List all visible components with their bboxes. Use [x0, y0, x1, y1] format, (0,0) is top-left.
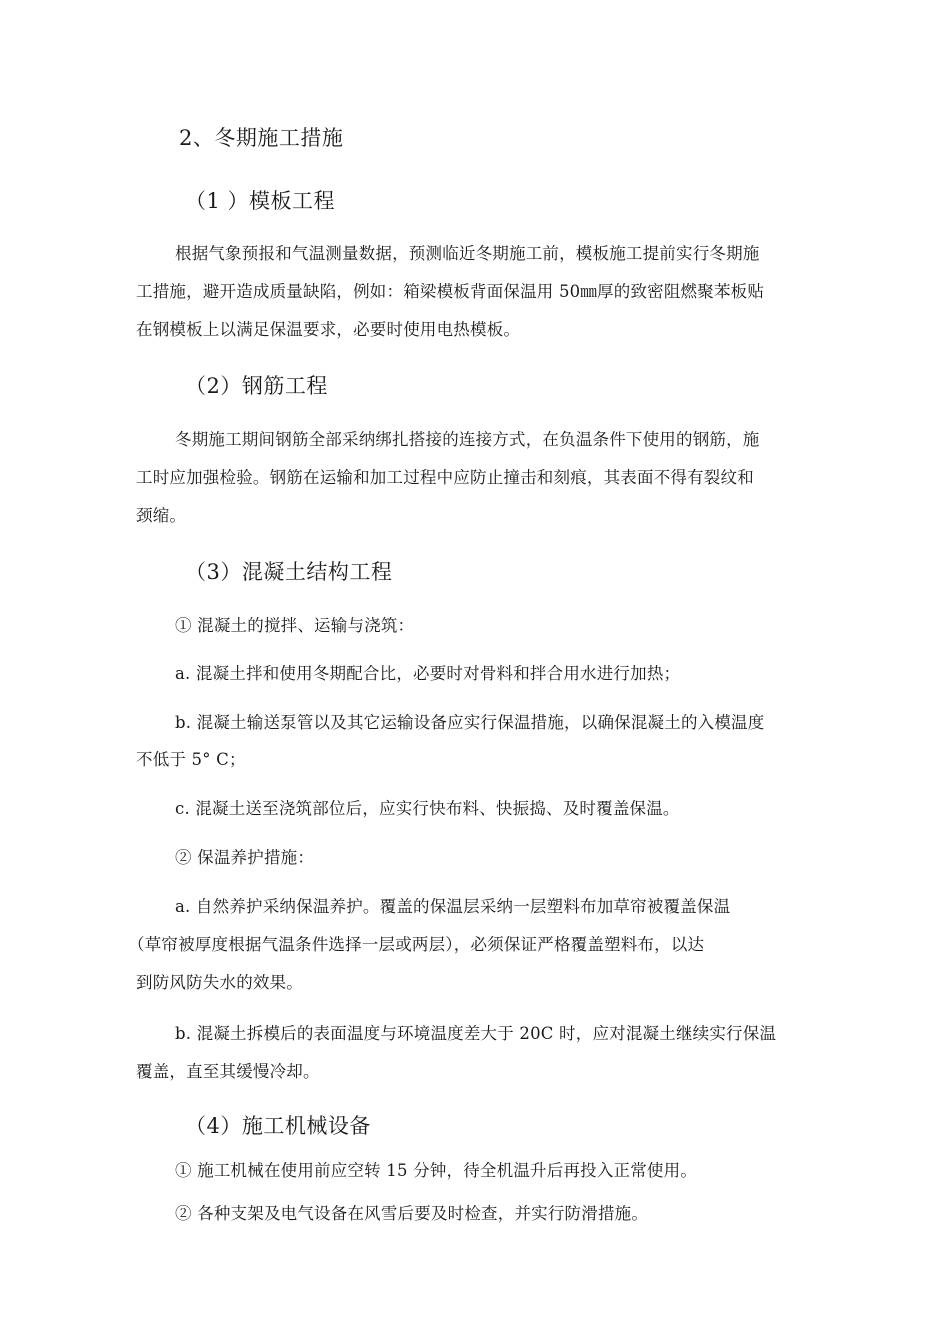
list-item-continuation: 覆盖，直至其缓慢冷却。 — [136, 1062, 320, 1081]
paragraph-line: 颈缩。 — [136, 506, 187, 525]
paragraph-line: 在钢模板上以满足保温要求，必要时使用电热模板。 — [136, 320, 521, 339]
list-item: ② 各种支架及电气设备在风雪后要及时检查，并实行防滑措施。 — [175, 1204, 649, 1223]
list-item-continuation: 不低于 5° C； — [136, 750, 246, 769]
section-title: 2、冬期施工措施 — [179, 126, 344, 150]
list-item: a. 混凝土拌和使用冬期配合比，必要时对骨料和拌合用水进行加热； — [175, 664, 681, 683]
subsection-3-title: （3）混凝土结构工程 — [185, 560, 393, 584]
list-item: ① 混凝土的搅拌、运输与浇筑： — [175, 616, 415, 635]
list-item: a. 自然养护采纳保温养护。覆盖的保温层采纳一层塑料布加草帘被覆盖保温 — [175, 897, 731, 916]
list-item: ② 保温养护措施： — [175, 848, 315, 867]
paragraph-line: 工时应加强检验。钢筋在运输和加工过程中应防止撞击和刻痕，其表面不得有裂纹和 — [136, 468, 754, 487]
subsection-4-title: （4）施工机械设备 — [185, 1114, 371, 1138]
list-item: ① 施工机械在使用前应空转 15 分钟，待全机温升后再投入正常使用。 — [175, 1161, 698, 1180]
subsection-2-title: （2）钢筋工程 — [185, 374, 328, 398]
list-item-continuation: 到防风防失水的效果。 — [136, 973, 303, 992]
list-item: b. 混凝土拆模后的表面温度与环境温度差大于 20C 时，应对混凝土继续实行保温 — [175, 1024, 777, 1043]
paragraph-line: 冬期施工期间钢筋全部采纳绑扎搭接的连接方式，在负温条件下使用的钢筋，施 — [175, 430, 760, 449]
paragraph-line: 根据气象预报和气温测量数据，预测临近冬期施工前，模板施工提前实行冬期施 — [175, 244, 760, 263]
list-item: c. 混凝土送至浇筑部位后，应实行快布料、快振捣、及时覆盖保温。 — [175, 799, 680, 818]
list-item: b. 混凝土输送泵管以及其它运输设备应实行保温措施，以确保混凝土的入模温度 — [175, 713, 765, 732]
paragraph-line: 工措施，避开造成质量缺陷，例如：箱梁模板背面保温用 50㎜厚的致密阻燃聚苯板贴 — [136, 282, 765, 301]
subsection-1-title: （1 ）模板工程 — [185, 189, 336, 213]
list-item-continuation: （草帘被厚度根据气温条件选择一层或两层），必须保证严格覆盖塑料布，以达 — [128, 935, 705, 954]
